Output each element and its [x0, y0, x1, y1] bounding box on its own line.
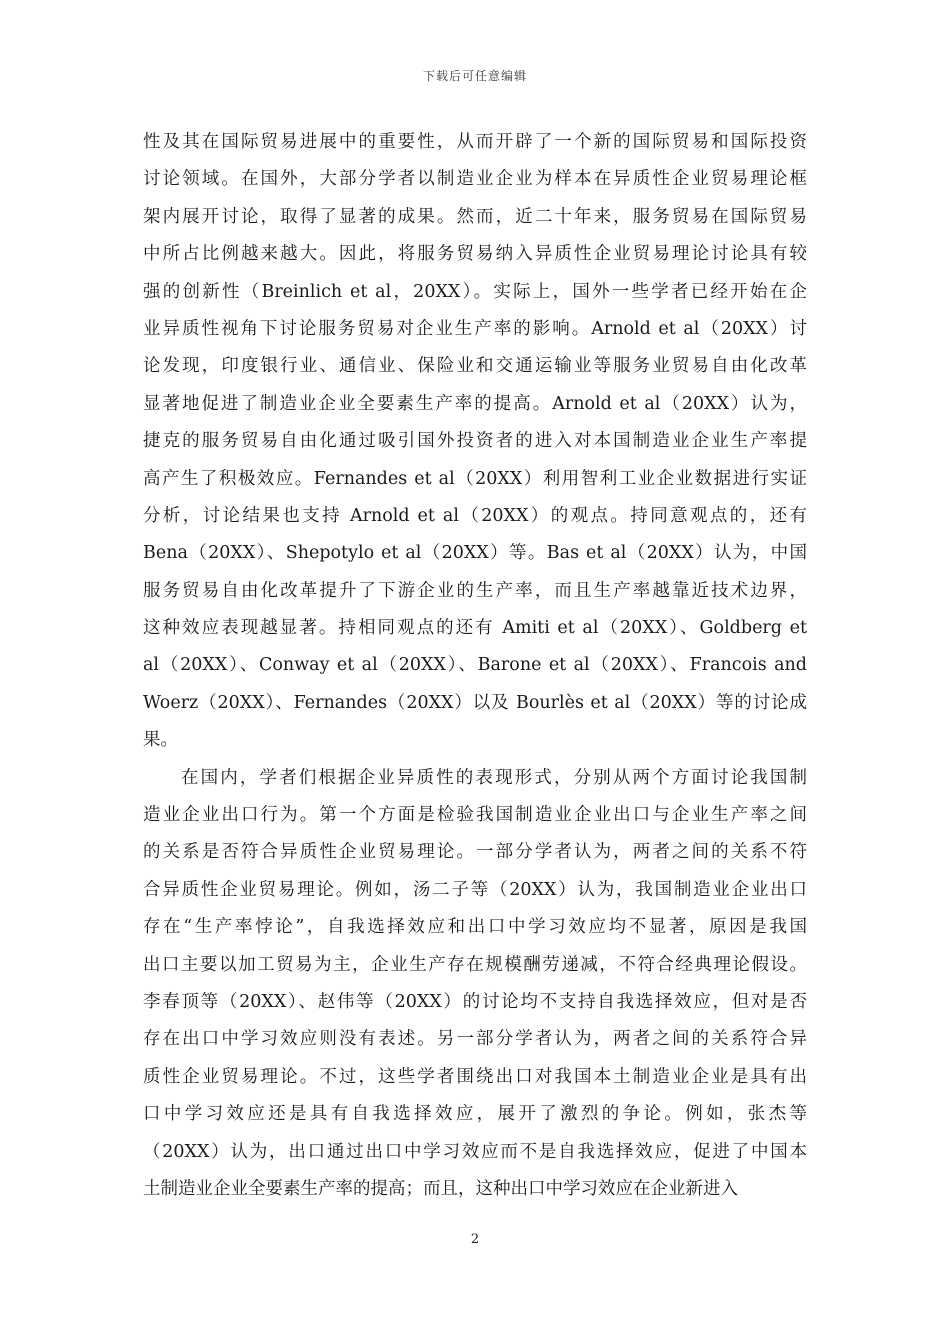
- text-line: 显著地促进了制造业企业全要素生产率的提高。Arnold et al（20XX）认为，: [143, 393, 807, 414]
- text-line: 质性企业贸易理论。不过，这些学者围绕出口对我国本土制造业企业是具有出: [143, 1066, 807, 1087]
- text-line: 在国内，学者们根据企业异质性的表现形式，分别从两个方面讨论我国制: [181, 767, 807, 788]
- text-line: 中所占比例越来越大。因此，将服务贸易纳入异质性企业贸易理论讨论具有较: [143, 244, 807, 265]
- paragraph: [143, 124, 807, 760]
- text-line: 土制造业企业全要素生产率的提高；而且，这种出口中学习效应在企业新进入: [143, 1178, 738, 1199]
- text-line: 强的创新性（Breinlich et al，20XX）。实际上，国外一些学者已经开始在企: [143, 281, 807, 302]
- text-line: 讨论领域。在国外，大部分学者以制造业企业为样本在异质性企业贸易理论框: [143, 169, 807, 190]
- text-line: al（20XX）、Conway et al（20XX）、Barone et al（20XX）、Francois and: [143, 655, 807, 676]
- text-line: 合异质性企业贸易理论。例如，汤二子等（20XX）认为，我国制造业企业出口: [143, 879, 807, 900]
- body-text: [143, 124, 807, 1208]
- text-line: 高产生了积极效应。Fernandes et al（20XX）利用智利工业企业数据进行实证: [143, 468, 807, 489]
- text-line: 业异质性视角下讨论服务贸易对企业生产率的影响。Arnold et al（20XX）讨: [143, 318, 807, 339]
- text-line: 出口主要以加工贸易为主，企业生产存在规模酬劳递减，不符合经典理论假设。: [143, 954, 807, 975]
- text-line: 性及其在国际贸易进展中的重要性，从而开辟了一个新的国际贸易和国际投资: [143, 132, 807, 152]
- text-line: 存在出口中学习效应则没有表述。另一部分学者认为，两者之间的关系符合异: [143, 1029, 807, 1050]
- text-line: 的关系是否符合异质性企业贸易理论。一部分学者认为，两者之间的关系不符: [143, 842, 807, 863]
- text-line: 服务贸易自由化改革提升了下游企业的生产率，而且生产率越靠近技术边界，: [143, 580, 807, 601]
- text-line: 李春顶等（20XX）、赵伟等（20XX）的讨论均不支持自我选择效应，但对是否: [143, 991, 807, 1012]
- text-line: （20XX）认为，出口通过出口中学习效应而不是自我选择效应，促进了中国本: [143, 1141, 807, 1162]
- text-line: 捷克的服务贸易自由化通过吸引国外投资者的进入对本国制造业企业生产率提: [143, 431, 807, 452]
- text-line: Bena（20XX）、Shepotylo et al（20XX）等。Bas et al（20XX）认为，中国: [143, 543, 807, 564]
- text-line: 论发现，印度银行业、通信业、保险业和交通运输业等服务业贸易自由化改革: [143, 356, 807, 377]
- text-line: 口中学习效应还是具有自我选择效应，展开了激烈的争论。例如，张杰等: [143, 1104, 807, 1125]
- page-header: 下载后可任意编辑: [422, 69, 527, 83]
- paragraph: [143, 760, 807, 1209]
- text-line: 架内展开讨论，取得了显著的成果。然而，近二十年来，服务贸易在国际贸易: [143, 206, 807, 227]
- text-line: 果。: [143, 730, 178, 751]
- text-line: Woerz（20XX）、Fernandes（20XX）以及 Bourlès et al（20XX）等的讨论成: [143, 692, 807, 713]
- page-number: 2: [470, 1232, 480, 1247]
- text-line: 这种效应表现越显著。持相同观点的还有 Amiti et al（20XX）、Goldberg et: [143, 618, 807, 639]
- text-line: 造业企业出口行为。第一个方面是检验我国制造业企业出口与企业生产率之间: [143, 805, 807, 826]
- text-line: 分析，讨论结果也支持 Arnold et al（20XX）的观点。持同意观点的，还有: [143, 505, 807, 526]
- text-line: 存在“生产率悖论”，自我选择效应和出口中学习效应均不显著，原因是我国: [143, 917, 807, 938]
